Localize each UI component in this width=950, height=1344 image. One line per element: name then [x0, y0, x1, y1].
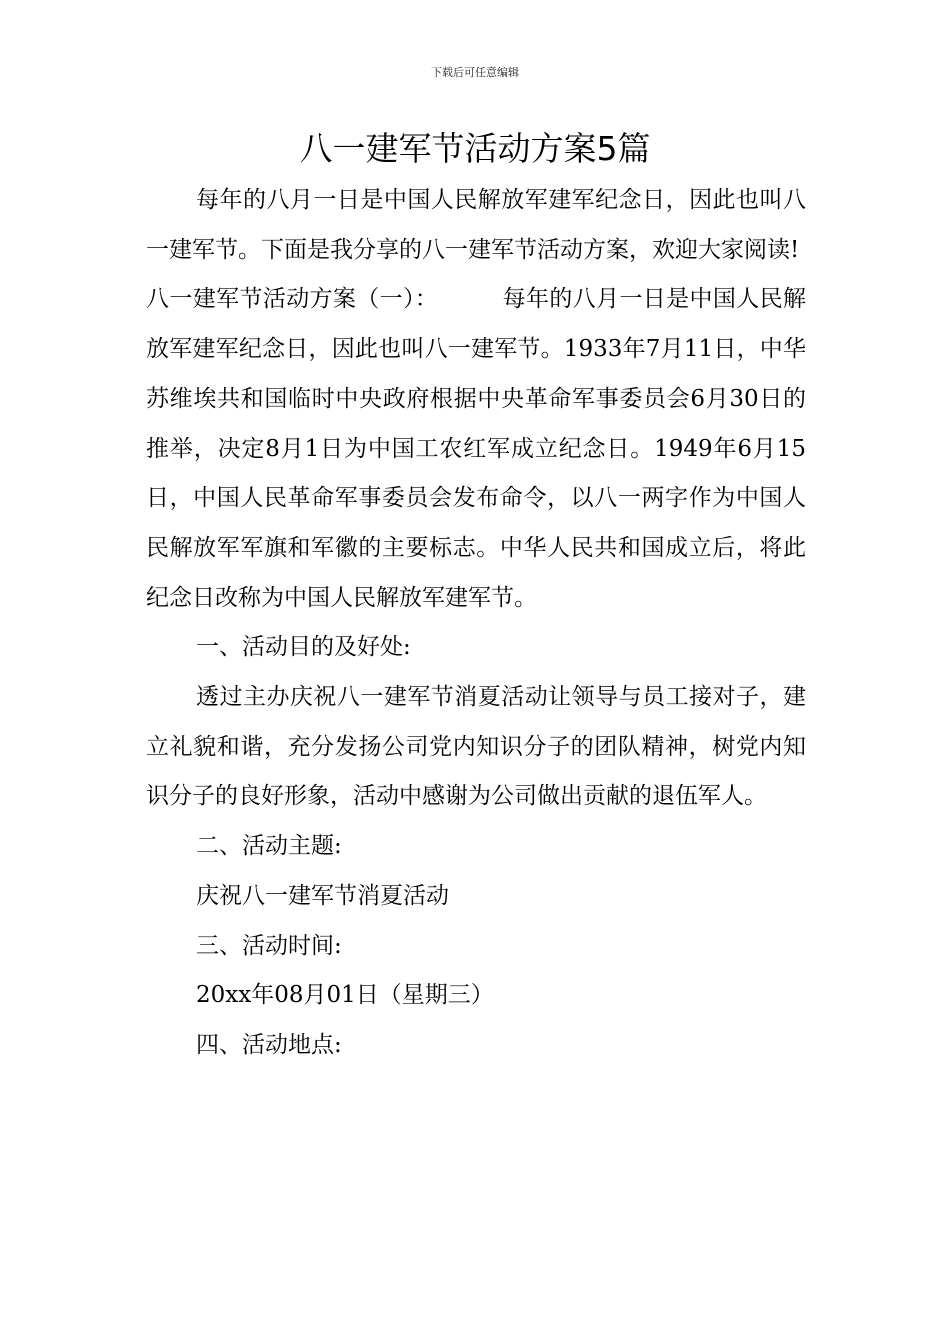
section-1-body: 每年的八月一日是中国人民解放军建军纪念日，因此也叫八一建军节。1933年7月11日，中华苏维埃共和国临时中央政府根据中央革命军事委员会6月30日的推举，决定8月1日为中国工农红军成立纪念日。1949年6月15日，中国人民革命军事委员会发布命令，以八一两字作为中国人民解放军军旗和军徽的主要标志。中华人民共和国成立后，将此纪念日改称为中国人民解放军建军节。: [146, 286, 807, 611]
section-1-paragraph: [146, 275, 806, 623]
page-header-note: 下载后可任意编辑: [431, 66, 519, 79]
time-heading: 三、活动时间:: [196, 932, 342, 959]
time-paragraph: 20xx年08月01日（星期三）: [196, 982, 494, 1009]
purpose-paragraph: 透过主办庆祝八一建军节消夏活动让领导与员工接对子，建立礼貌和谐，充分发扬公司党内知识分子的团队精神，树党内知识分子的良好形象，活动中感谢为公司做出贡献的退伍军人。: [146, 684, 806, 810]
purpose-heading: 一、活动目的及好处:: [196, 634, 411, 661]
theme-heading: 二、活动主题:: [196, 833, 342, 860]
document-body: [146, 176, 806, 1071]
document-title: 八一建军节活动方案5篇: [299, 129, 651, 168]
section-1-heading: 八一建军节活动方案（一）：: [146, 286, 439, 313]
intro-paragraph: 每年的八月一日是中国人民解放军建军纪念日，因此也叫八一建军节。下面是我分享的八一建军节活动方案，欢迎大家阅读!: [146, 187, 806, 263]
theme-paragraph: 庆祝八一建军节消夏活动: [196, 882, 449, 909]
place-heading: 四、活动地点:: [196, 1031, 342, 1058]
